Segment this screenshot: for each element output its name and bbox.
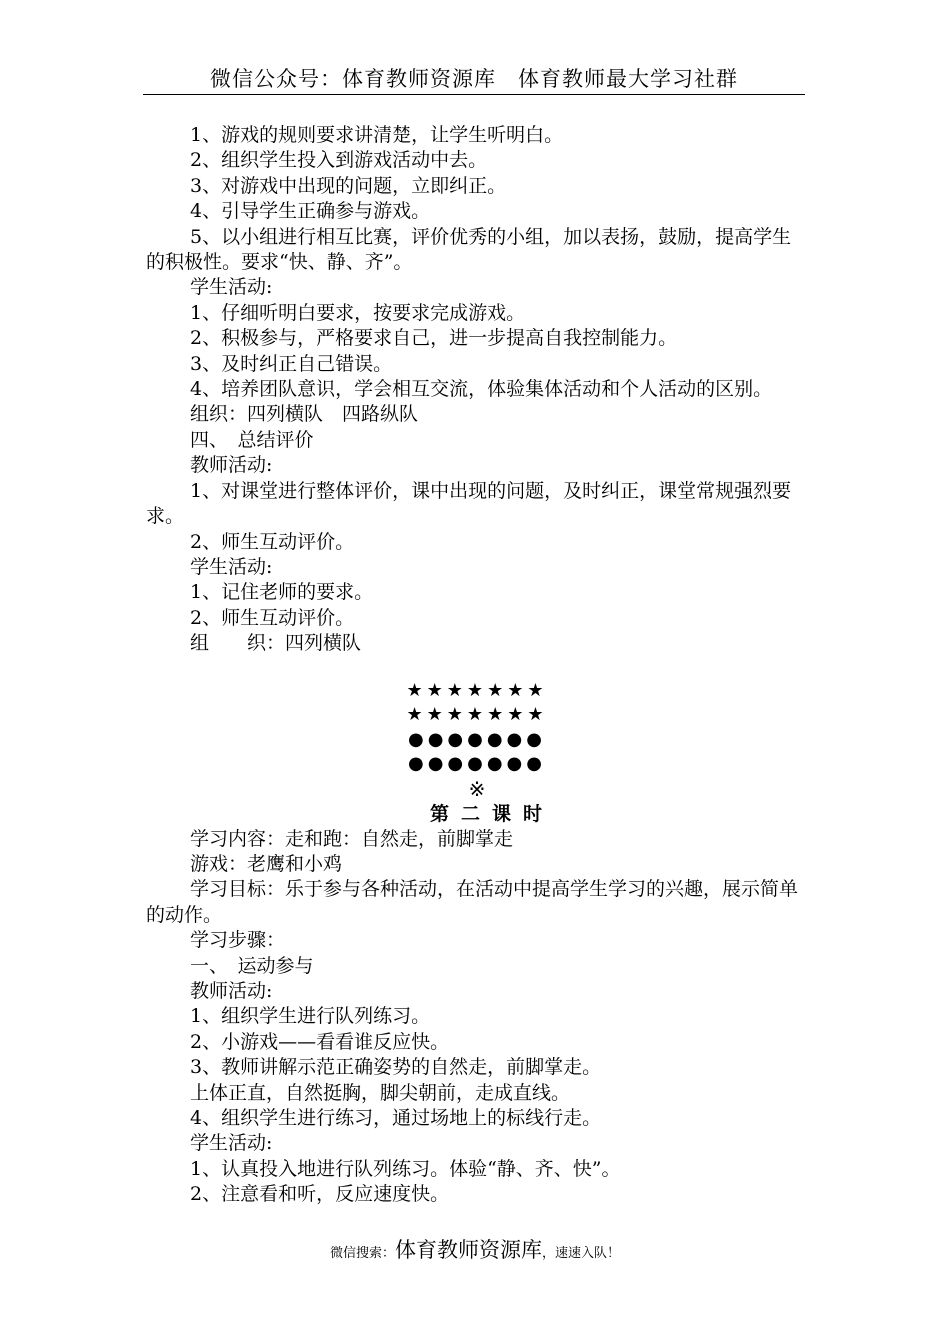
lesson-title: 第二课时 — [429, 802, 554, 825]
paragraph: 1、记住老师的要求。 — [190, 581, 374, 604]
paragraph: 2、注意看和听，反应速度快。 — [190, 1183, 450, 1206]
paragraph: 2、师生互动评价。 — [190, 530, 355, 553]
paragraph: 组 织：四列横队 — [190, 632, 362, 655]
paragraph: 学生活动: — [190, 555, 273, 578]
paragraph: 1、对课堂进行整体评价，课中出现的问题，及时纠正，课堂常规强烈要求。 — [146, 479, 792, 528]
paragraph: 1、仔细听明白要求，按要求完成游戏。 — [190, 301, 526, 324]
paragraph: 4、组织学生进行练习，通过场地上的标线行走。 — [190, 1107, 602, 1129]
formation-row-stars: ★★★★★★★ — [406, 679, 548, 701]
formation-row-dots: ●●●●●●● — [408, 728, 546, 750]
paragraph: 学生活动: — [190, 1132, 273, 1155]
paragraph: 组织：四列横队 四路纵队 — [190, 403, 419, 426]
section-heading: 一、 运动参与 — [190, 954, 314, 977]
paragraph: 2、积极参与，严格要求自己，进一步提高自我控制能力。 — [190, 327, 678, 350]
document-body — [146, 123, 808, 1208]
paragraph: 2、师生互动评价。 — [190, 606, 355, 629]
paragraph: 学习内容：走和跑：自然走，前脚掌走 — [190, 827, 514, 850]
formation-row-dots: ●●●●●●● — [408, 753, 546, 775]
paragraph: 4、培养团队意识，学会相互交流，体验集体活动和个人活动的区别。 — [190, 378, 773, 401]
page-footer — [0, 1235, 950, 1269]
section-heading: 四、 总结评价 — [190, 428, 314, 451]
paragraph: 3、教师讲解示范正确姿势的自然走，前脚掌走。 — [190, 1056, 602, 1079]
paragraph: 3、对游戏中出现的问题，立即纠正。 — [190, 174, 507, 197]
paragraph: 4、引导学生正确参与游戏。 — [190, 200, 431, 223]
section-lesson-one — [146, 123, 808, 657]
paragraph: 教师活动: — [190, 454, 273, 477]
paragraph: 1、游戏的规则要求讲清楚，让学生听明白。 — [190, 124, 564, 146]
paragraph: 2、小游戏——看看谁反应快。 — [190, 1030, 450, 1053]
teacher-mark: ※ — [468, 776, 486, 801]
formation-diagram — [146, 657, 808, 801]
paragraph: 2、组织学生投入到游戏活动中去。 — [190, 149, 488, 172]
paragraph: 游戏：老鹰和小鸡 — [190, 852, 343, 875]
footer-prefix: 微信搜索： — [329, 1246, 395, 1261]
footer-suffix: ，速速入队！ — [542, 1246, 621, 1261]
paragraph: 3、及时纠正自己错误。 — [190, 352, 393, 375]
paragraph: 教师活动: — [190, 979, 273, 1002]
paragraph: 1、认真投入地进行队列练习。体验“静、齐、快”。 — [190, 1157, 621, 1180]
formation-row-stars: ★★★★★★★ — [406, 704, 548, 726]
paragraph: 学习目标：乐于参与各种活动，在活动中提高学生学习的兴趣，展示简单的动作。 — [146, 878, 799, 926]
section-lesson-two — [146, 827, 808, 1208]
footer-name: 体育教师资源库 — [395, 1238, 542, 1262]
paragraph: 5、以小组进行相互比赛，评价优秀的小组，加以表扬，鼓励，提高学生的积极性。要求“快、静、齐”。 — [146, 225, 792, 274]
paragraph: 学习步骤： — [190, 929, 286, 952]
paragraph: 学生活动: — [190, 276, 273, 299]
paragraph: 上体正直，自然挺胸，脚尖朝前，走成直线。 — [190, 1081, 571, 1104]
page-header: 微信公众号：体育教师资源库 体育教师最大学习社群 — [143, 66, 805, 95]
paragraph: 1、组织学生进行队列练习。 — [190, 1005, 431, 1028]
